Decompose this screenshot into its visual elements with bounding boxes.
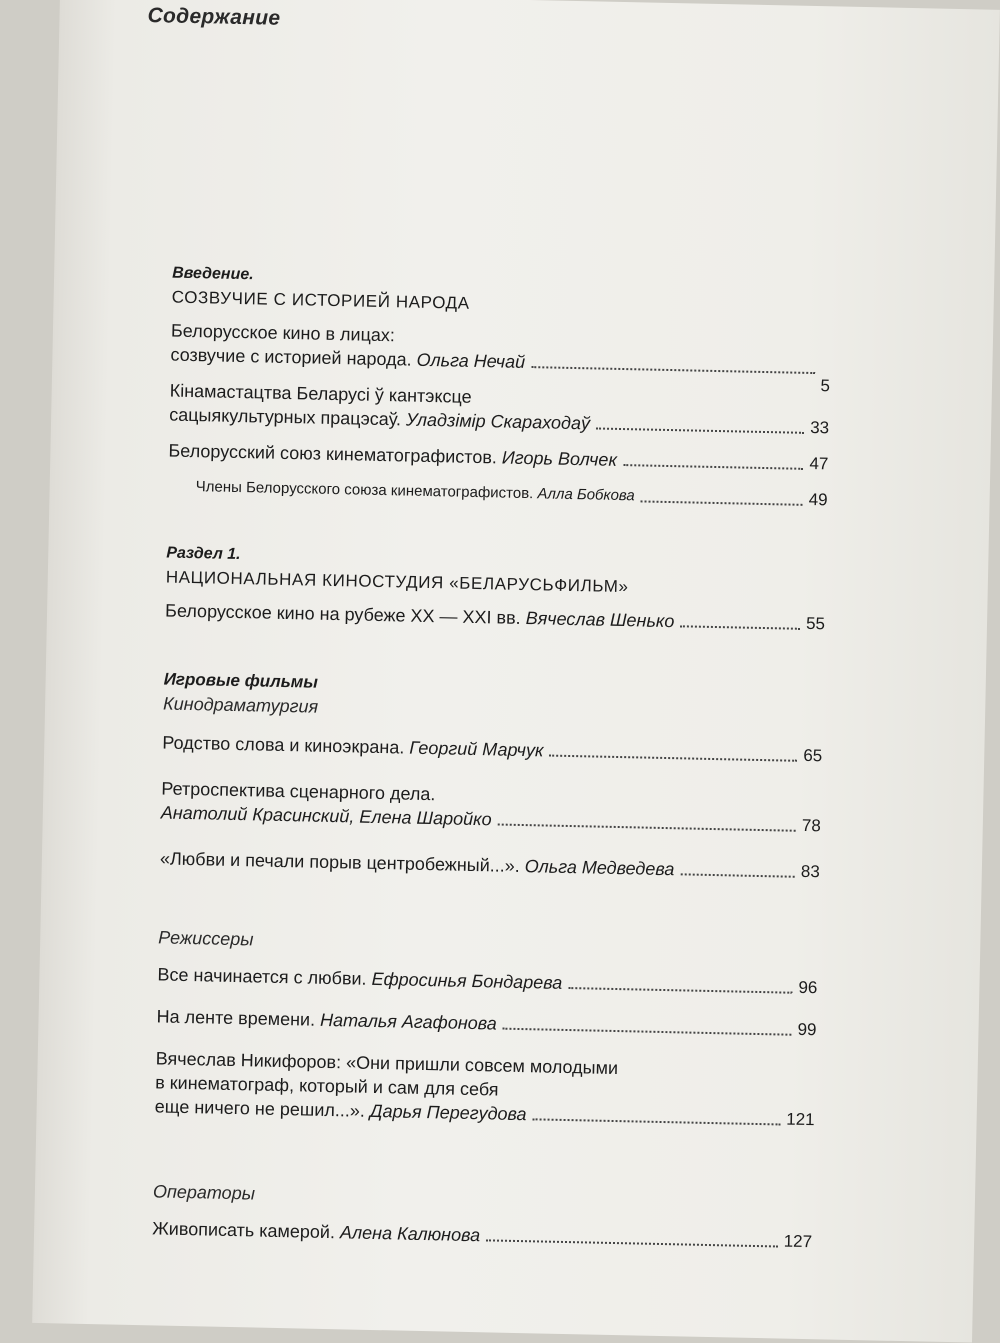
toc-entry-page: 121 — [786, 1109, 815, 1130]
toc-entry — [168, 439, 828, 477]
toc-entry-title: Белорусский союз кинематографистов. — [168, 440, 498, 468]
toc-entry-author: Алла Бобкова — [537, 485, 635, 505]
toc-entry — [160, 846, 820, 884]
dot-leader — [532, 1118, 780, 1125]
dot-leader — [641, 500, 803, 505]
games-label: Игровые фильмы — [163, 669, 319, 692]
dot-leader — [503, 1028, 792, 1036]
toc-entry — [156, 1004, 816, 1042]
toc-entry-page: 49 — [808, 489, 828, 510]
page-header: Содержание — [147, 3, 281, 30]
table-of-contents — [152, 263, 832, 1255]
toc-entry-author: Ольга Медведева — [524, 856, 675, 880]
toc-entry-author: Алена Калюнова — [339, 1222, 481, 1246]
toc-entry-page: 96 — [798, 977, 818, 998]
intro-title: СОЗВУЧИЕ С ИСТОРИЕЙ НАРОДА — [171, 287, 470, 313]
toc-entry-line: Ретроспектива сценарного дела. — [161, 778, 436, 805]
dot-leader — [568, 987, 792, 994]
toc-entry-author: Георгий Марчук — [409, 737, 544, 761]
toc-entry-title: Члены Белорусского союза кинематографистов. — [195, 478, 534, 503]
toc-entry-page: 99 — [797, 1019, 817, 1040]
toc-entry-author: Наталья Агафонова — [319, 1009, 497, 1034]
section-1-title: НАЦИОНАЛЬНАЯ КИНОСТУДИЯ «БЕЛАРУСЬФИЛЬМ» — [165, 567, 629, 597]
toc-entry-page: 5 — [820, 376, 831, 396]
toc-entry-title: Все начинается с любви. — [157, 964, 367, 989]
toc-entry-author: Вячеслав Шенько — [525, 608, 675, 632]
toc-entry-author: Уладзімір Скараходаў — [405, 409, 591, 434]
toc-entry-page: 78 — [801, 815, 821, 836]
toc-entry-page: 83 — [800, 861, 821, 882]
toc-entry-line: в кинематограф, который и сам для себя — [155, 1072, 499, 1100]
toc-entry-page: 55 — [805, 613, 826, 634]
toc-entry-title: Белорусское кино на рубеже ХХ — ХХI вв. — [164, 600, 521, 628]
toc-entry — [157, 962, 817, 1000]
intro-section — [167, 263, 832, 513]
section-1-label: Раздел 1. — [166, 544, 241, 564]
kinodram-title: Кинодраматургия — [162, 693, 319, 717]
dot-leader — [486, 1239, 778, 1247]
dot-leader — [680, 873, 795, 877]
toc-entry-author: Игорь Волчек — [501, 447, 618, 470]
dot-leader — [497, 824, 795, 832]
toc-entry — [165, 598, 825, 636]
toc-entry-title: «Любви и печали порыв центробежный...». — [159, 848, 520, 876]
dot-leader — [596, 427, 804, 433]
games-section — [152, 668, 824, 1254]
toc-entry-title: еще ничего не решил...». — [154, 1096, 366, 1121]
toc-entry-title: На ленте времени. — [156, 1006, 316, 1030]
toc-entry-page: 127 — [783, 1231, 813, 1252]
toc-entry-title: сацыякультурных працэсаў. — [169, 404, 402, 430]
toc-entry-title: созвучие с историей народа. — [170, 344, 412, 370]
toc-entry-author: Дарья Перегудова — [369, 1100, 527, 1125]
toc-entry-title: Живописать камерой. — [151, 1218, 336, 1243]
toc-entry-title: Родство слова и киноэкрана. — [162, 732, 405, 758]
toc-entry — [167, 475, 827, 513]
toc-entry-line: Вячеслав Никифоров: «Они пришли совсем молодыми — [155, 1048, 619, 1079]
toc-entry-page: 33 — [809, 417, 830, 438]
toc-entry-page: 47 — [809, 453, 829, 474]
toc-entry-line: Кінамастацтва Беларусі ў кантэксце — [169, 380, 472, 407]
toc-entry — [152, 1216, 812, 1254]
toc-entry-line: Белорусское кино в лицах: — [170, 320, 396, 346]
dot-leader — [680, 625, 800, 630]
toc-entry-author: Анатолий Красинский, Елена Шаройко — [160, 802, 492, 830]
intro-label: Введение. — [172, 264, 254, 284]
dot-leader — [531, 366, 815, 374]
book-page — [32, 0, 1000, 1343]
toc-entry — [162, 730, 822, 768]
directors-title: Режиссеры — [158, 927, 254, 950]
operators-title: Операторы — [152, 1181, 256, 1204]
toc-entry-author: Ольга Нечай — [416, 349, 526, 372]
section-1 — [165, 543, 827, 637]
dot-leader — [549, 755, 797, 762]
toc-entry-author: Ефросинья Бондарева — [371, 968, 563, 993]
dot-leader — [623, 464, 804, 470]
toc-entry-page: 65 — [803, 745, 823, 766]
